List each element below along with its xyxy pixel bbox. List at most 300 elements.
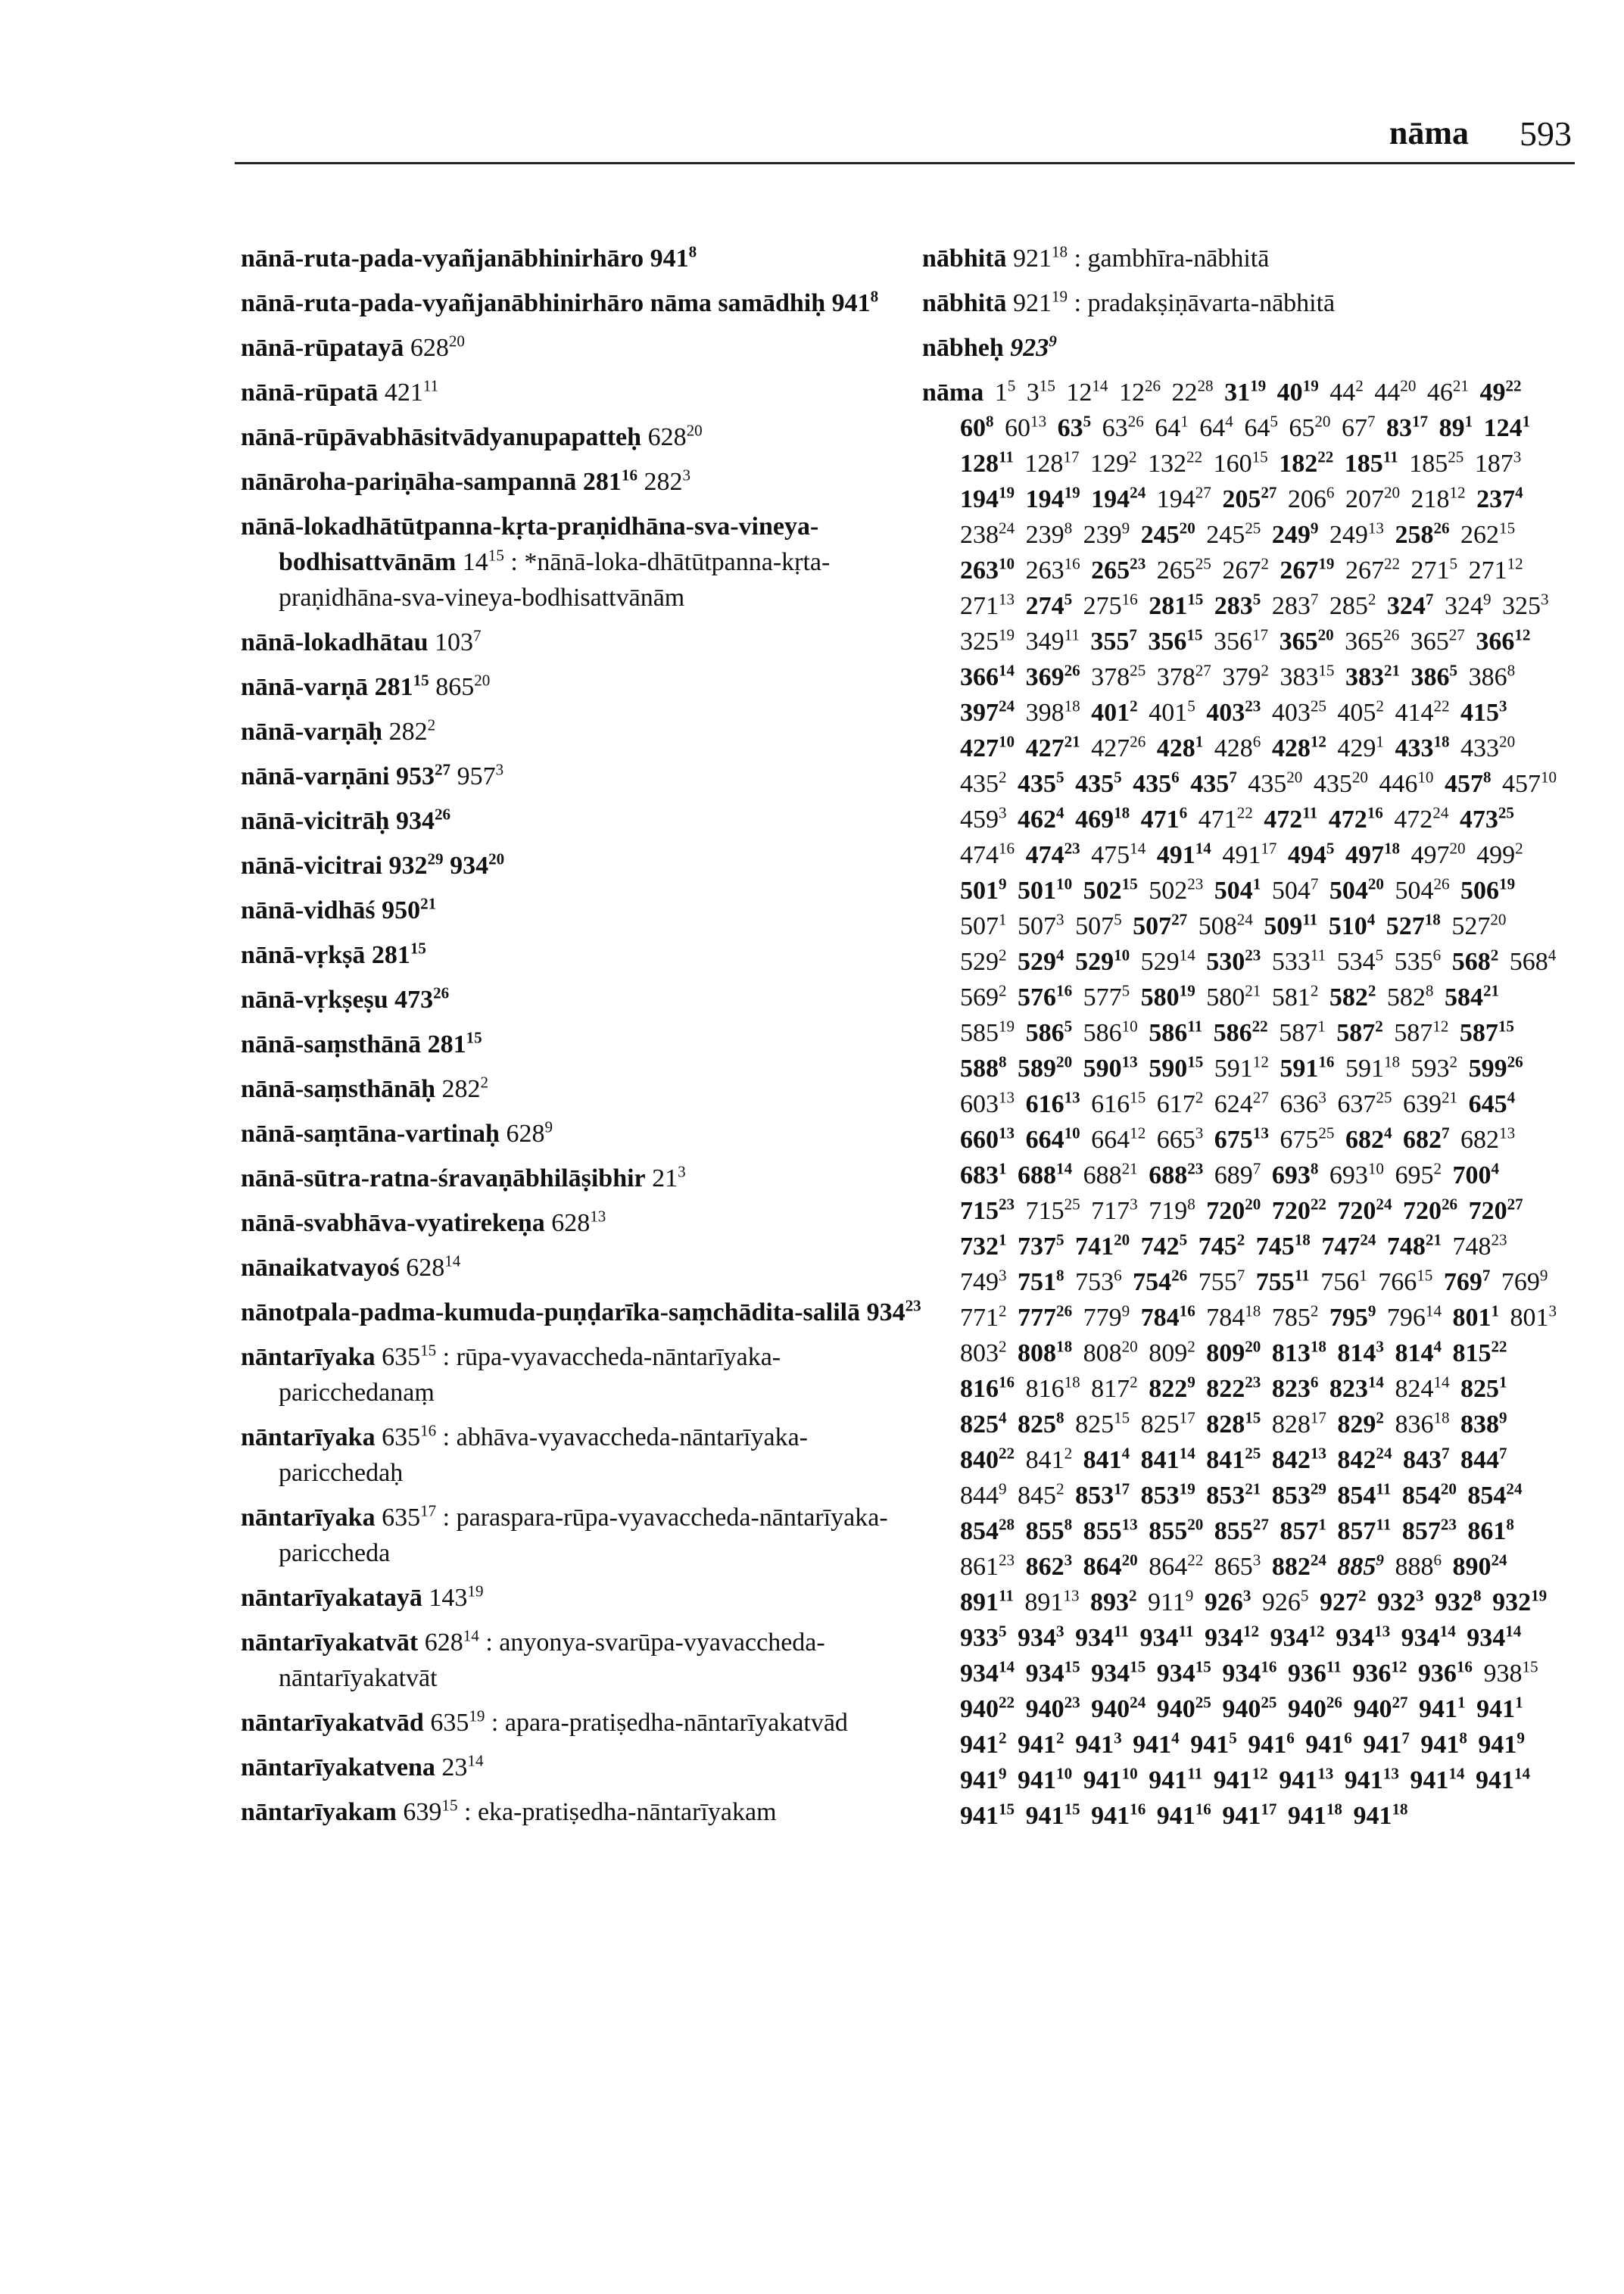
page-ref <box>1345 1052 1401 1083</box>
page-ref <box>1337 1410 1384 1438</box>
page-ref <box>1157 1802 1211 1830</box>
page-ref <box>1091 734 1146 762</box>
page-ref <box>1248 1728 1295 1759</box>
ref-line: 3 <box>1242 1586 1252 1605</box>
page-ref <box>1149 1375 1195 1403</box>
ref-line: 21 <box>1245 981 1261 1000</box>
ref-page: 934 <box>960 1660 999 1688</box>
ref-line: 24 <box>999 697 1015 715</box>
ref-line: 20 <box>448 332 465 351</box>
ref-line: 26 <box>1056 1301 1073 1320</box>
ref-page: 580 <box>1206 983 1245 1011</box>
ref-page: 527 <box>1451 912 1491 940</box>
ref-page: 497 <box>1345 841 1384 869</box>
ref-line: 12 <box>1252 1052 1269 1071</box>
ref-line: 23 <box>1245 697 1261 715</box>
index-entry <box>241 1705 922 1741</box>
page-ref <box>1395 734 1449 762</box>
ref-line: 13 <box>1121 1515 1138 1534</box>
ref-page: 427 <box>960 734 999 762</box>
ref-line: 20 <box>1121 1551 1138 1569</box>
page-ref <box>1401 1624 1456 1652</box>
ref-line: 25 <box>1245 519 1261 538</box>
page-ref <box>1133 1268 1187 1296</box>
page-ref <box>1329 983 1376 1011</box>
ref-line: 11 <box>422 376 439 395</box>
ref-page: 502 <box>1083 877 1122 905</box>
ref-line: 10 <box>1541 768 1557 787</box>
page-ref <box>1149 1197 1195 1225</box>
ref-line: 24 <box>1506 1479 1523 1498</box>
page-ref <box>1199 1268 1245 1296</box>
ref-line: 16 <box>1195 1800 1211 1819</box>
index-entry-nama <box>922 375 1558 1834</box>
page-ref <box>1420 1728 1467 1759</box>
page-ref <box>1337 1517 1391 1545</box>
ref-page: 379 <box>1222 663 1261 691</box>
ref-page: 89 <box>1439 414 1465 442</box>
ref-page: 271 <box>960 592 999 620</box>
ref-line: 1 <box>1522 412 1531 431</box>
ref-page: 940 <box>1222 1695 1261 1723</box>
page-ref <box>1272 1446 1326 1474</box>
ref-line: 13 <box>1317 1764 1334 1783</box>
ref-line: 9 <box>544 1117 553 1136</box>
ref-line: 22 <box>1317 447 1334 466</box>
ref-line: 29 <box>427 849 444 868</box>
page-ref <box>960 1161 1007 1189</box>
page-ref <box>1344 447 1398 478</box>
headword: nāntarīyakatvād <box>241 1709 424 1737</box>
ref-page: 803 <box>960 1339 999 1367</box>
headword: nānā-rūpatayā <box>241 334 404 362</box>
page-ref <box>960 983 1007 1011</box>
page-ref <box>1476 1766 1530 1794</box>
ref-page: 581 <box>1271 983 1311 1011</box>
ref-page: 715 <box>1025 1197 1064 1225</box>
ref-line: 20 <box>1121 1337 1138 1356</box>
page-ref <box>410 334 465 362</box>
ref-page: 717 <box>1091 1197 1130 1225</box>
ref-line: 3 <box>1318 1088 1326 1107</box>
ref-page: 446 <box>1379 770 1418 798</box>
ref-page: 366 <box>960 663 999 691</box>
ref-line: 19 <box>999 625 1015 644</box>
ref-line: 20 <box>1383 483 1401 502</box>
ref-page: 60 <box>1005 414 1031 442</box>
ref-page: 779 <box>1083 1304 1122 1332</box>
ref-line: 1 <box>1180 412 1189 431</box>
ref-page: 932 <box>388 852 428 880</box>
index-entry <box>241 1205 922 1241</box>
ref-line: 28 <box>999 1515 1015 1534</box>
ref-line: 15 <box>413 671 429 690</box>
ref-line: 6 <box>1433 1551 1442 1569</box>
headword: nābhitā <box>922 289 1007 317</box>
page-ref <box>960 1019 1015 1047</box>
ref-page: 940 <box>1353 1695 1392 1723</box>
ref-page: 398 <box>1025 699 1064 727</box>
ref-page: 809 <box>1149 1339 1188 1367</box>
headword: nānā-rūpāvabhāsitvādyanupapatteḥ <box>241 423 642 451</box>
ref-page: 281 <box>582 468 622 496</box>
page-ref <box>1272 1553 1326 1581</box>
page-ref <box>1083 592 1138 620</box>
page-ref <box>1018 1052 1073 1083</box>
page-ref <box>1157 663 1211 691</box>
ref-line: 17 <box>420 1501 437 1520</box>
page-ref <box>1214 1052 1269 1083</box>
headword: nāntarīyakatayā <box>241 1584 422 1612</box>
ref-page: 576 <box>1018 983 1057 1011</box>
ref-line: 2 <box>480 1073 489 1092</box>
ref-page: 499 <box>1476 841 1516 869</box>
ref-page: 941 <box>1025 1802 1064 1830</box>
ref-line: 14 <box>1433 1373 1450 1392</box>
page-ref <box>1469 663 1516 691</box>
page-ref <box>1091 556 1146 584</box>
ref-page: 941 <box>1420 1731 1460 1759</box>
page-ref <box>1483 1657 1538 1688</box>
ref-page: 784 <box>1140 1304 1180 1332</box>
ref-page: 934 <box>1336 1624 1375 1652</box>
page-ref <box>1289 414 1330 442</box>
ref-line: 20 <box>488 849 505 868</box>
page-ref <box>1026 1375 1080 1403</box>
ref-page: 751 <box>1018 1268 1057 1296</box>
ref-line: 16 <box>1064 554 1080 573</box>
ref-page: 471 <box>1198 806 1237 834</box>
ref-page: 415 <box>1460 699 1500 727</box>
ref-page: 282 <box>644 468 683 496</box>
page-ref <box>1026 1553 1073 1581</box>
index-entry <box>241 464 922 500</box>
page-ref <box>1133 1728 1180 1759</box>
ref-page: 475 <box>1091 841 1130 869</box>
ref-line: 14 <box>1513 1764 1531 1783</box>
page-ref <box>1417 1657 1473 1688</box>
ref-line: 23 <box>905 1296 921 1315</box>
ref-line: 3 <box>1114 1728 1122 1747</box>
ref-page: 693 <box>1329 1161 1368 1189</box>
page-ref <box>1460 734 1515 762</box>
page-ref <box>388 849 444 880</box>
ref-line: 9 <box>1187 1373 1195 1392</box>
page-ref <box>1140 1624 1194 1652</box>
page-ref <box>1026 1695 1080 1723</box>
page-ref <box>1075 948 1130 976</box>
ref-line: 4 <box>1507 1088 1516 1107</box>
page-ref <box>1272 1410 1326 1438</box>
index-entry <box>922 285 1558 321</box>
page-ref <box>1439 414 1473 442</box>
page-ref <box>1156 1657 1211 1688</box>
ref-page: 941 <box>1091 1802 1130 1830</box>
ref-page: 932 <box>1435 1588 1474 1616</box>
ref-page: 535 <box>1394 948 1433 976</box>
headword: nānotpala-padma-kumuda-puṇḍarīka-saṃchādita-salilā <box>241 1298 861 1326</box>
page-ref <box>1214 592 1261 620</box>
ref-line: 7 <box>1367 412 1376 431</box>
index-entry <box>241 1116 922 1152</box>
page-ref <box>960 556 1015 584</box>
page-ref <box>960 1230 1007 1261</box>
ref-line: 5 <box>1114 910 1122 929</box>
ref-line: 5 <box>1121 981 1130 1000</box>
ref-page: 128 <box>960 450 999 478</box>
headword: nānā-vidhāś <box>241 896 376 924</box>
ref-line: 15 <box>1245 1408 1261 1427</box>
ref-page: 501 <box>1018 877 1057 905</box>
ref-line: 9 <box>1121 519 1130 538</box>
headword: nānā-saṃsthānā <box>241 1030 422 1058</box>
ref-line: 2 <box>999 981 1007 1000</box>
page-ref <box>1453 1553 1507 1581</box>
page-ref <box>1075 1479 1130 1510</box>
ref-line: 5 <box>999 1622 1007 1641</box>
ref-page: 218 <box>1410 485 1450 513</box>
ref-line: 13 <box>1063 1586 1080 1605</box>
page-ref <box>1336 1624 1390 1652</box>
page-ref <box>382 1343 436 1371</box>
page-ref <box>960 1624 1007 1652</box>
ref-line: 27 <box>1507 1195 1523 1214</box>
ref-line: 19 <box>1531 1586 1548 1605</box>
page-ref <box>1026 699 1080 727</box>
ref-page: 682 <box>1402 1126 1442 1154</box>
ref-page: 501 <box>960 877 999 905</box>
page-ref <box>1224 376 1267 407</box>
ref-page: 129 <box>1090 450 1129 478</box>
index-entry <box>241 759 922 794</box>
ref-line: 13 <box>999 590 1015 609</box>
ref-line: 15 <box>1417 1266 1433 1285</box>
ref-page: 934 <box>1270 1624 1309 1652</box>
page-ref <box>394 983 450 1014</box>
page-ref <box>1272 699 1326 727</box>
ref-line: 22 <box>1236 803 1253 822</box>
ref-line: 24 <box>1376 1444 1392 1463</box>
page-ref <box>1478 1728 1525 1759</box>
headword: nābheḥ <box>922 334 1004 362</box>
ref-page: 809 <box>1206 1339 1245 1367</box>
ref-line: 15 <box>1252 447 1268 466</box>
ref-line: 1 <box>1376 732 1384 751</box>
ref-line: 7 <box>1129 625 1137 644</box>
ref-line: 18 <box>1310 1337 1326 1356</box>
page-ref <box>1026 485 1080 513</box>
page-ref <box>1075 1624 1129 1652</box>
ref-page: 60 <box>960 414 986 442</box>
page-ref <box>1411 663 1458 691</box>
ref-line: 26 <box>1433 874 1450 893</box>
ref-line: 15 <box>1187 1052 1204 1071</box>
ref-page: 934 <box>1156 1660 1195 1688</box>
ref-line: 27 <box>1261 483 1277 502</box>
ref-line: 22 <box>1186 447 1203 466</box>
page-ref <box>1288 841 1335 869</box>
ref-line: 14 <box>467 1751 484 1770</box>
page-ref <box>1337 699 1384 727</box>
ref-line: 27 <box>1171 910 1188 929</box>
ref-line: 7 <box>1310 874 1319 893</box>
headword: nānā-ruta-pada-vyañjanābhinirhāro <box>241 245 644 273</box>
ref-page: 403 <box>1206 699 1245 727</box>
page-ref <box>1320 1588 1367 1616</box>
ref-line: 26 <box>1064 661 1080 680</box>
ref-line: 22 <box>1505 376 1522 395</box>
ref-line: 5 <box>1187 697 1195 715</box>
page-ref <box>396 762 450 790</box>
ref-line: 3 <box>1541 590 1549 609</box>
page-ref <box>1083 1339 1138 1367</box>
page-ref <box>1329 376 1364 407</box>
cross-reference: gambhīra-nābhitā <box>1087 245 1270 273</box>
ref-line: 16 <box>621 466 637 485</box>
page-ref <box>1452 1230 1507 1261</box>
ref-page: 941 <box>1133 1731 1172 1759</box>
ref-line: 11 <box>1302 910 1318 929</box>
ref-page: 885 <box>1337 1553 1376 1581</box>
ref-page: 435 <box>1313 770 1352 798</box>
page-ref <box>1090 625 1137 656</box>
ref-page: 941 <box>1363 1731 1402 1759</box>
page-ref <box>1271 874 1319 905</box>
ref-page: 941 <box>1156 1802 1195 1830</box>
page-ref <box>1451 912 1506 940</box>
page-ref <box>1083 521 1130 549</box>
ref-page: 825 <box>960 1410 999 1438</box>
index-entry <box>241 509 922 616</box>
page-ref <box>1214 734 1261 762</box>
page-ref <box>1363 1728 1410 1759</box>
ref-line: 11 <box>999 447 1014 466</box>
ref-line: 13 <box>1374 1622 1391 1641</box>
page-ref <box>1148 447 1203 478</box>
ref-page: 628 <box>406 1254 445 1282</box>
ref-page: 282 <box>441 1075 481 1103</box>
page-ref <box>960 803 1007 834</box>
ref-line: 8 <box>1425 981 1434 1000</box>
ref-line: 5 <box>1375 946 1384 965</box>
page-ref <box>1171 376 1214 407</box>
ref-page: 825 <box>1075 1410 1114 1438</box>
page-ref <box>1272 1375 1319 1403</box>
ref-line: 7 <box>1441 1444 1450 1463</box>
ref-line: 2 <box>1130 697 1138 715</box>
ref-page: 635 <box>382 1423 421 1451</box>
ref-line: 13 <box>1252 1124 1269 1142</box>
page-ref <box>1345 1766 1399 1794</box>
page-ref <box>1403 1446 1450 1474</box>
page-ref <box>1353 1695 1407 1723</box>
page-ref <box>1024 447 1080 478</box>
page-ref <box>406 1251 461 1282</box>
page-ref <box>1510 948 1557 976</box>
ref-line: 3 <box>1513 447 1522 466</box>
ref-line: 25 <box>1261 1693 1277 1712</box>
ref-page: 507 <box>960 912 999 940</box>
ref-page: 753 <box>1075 1268 1114 1296</box>
page-ref <box>1377 1588 1424 1616</box>
page-ref <box>1386 414 1428 442</box>
ref-page: 940 <box>960 1695 999 1723</box>
ref-line: 12 <box>1432 1017 1449 1036</box>
page-ref <box>960 1410 1007 1438</box>
ref-page: 49 <box>1479 379 1506 407</box>
ref-page: 639 <box>1402 1090 1442 1118</box>
page-ref <box>1214 1019 1268 1047</box>
ref-line: 6 <box>1326 483 1335 502</box>
ref-line: 8 <box>986 412 994 431</box>
page-ref <box>1394 803 1449 834</box>
ref-line: 21 <box>1452 376 1469 395</box>
ref-line: 7 <box>1252 1159 1261 1178</box>
ref-line: 12 <box>1130 1124 1146 1142</box>
page-ref <box>1214 1090 1269 1118</box>
page-ref <box>1149 1339 1195 1367</box>
page-ref <box>1026 556 1080 584</box>
ref-line: 8 <box>1310 1159 1319 1178</box>
page-ref <box>1314 770 1368 798</box>
ref-line: 12 <box>1514 625 1531 644</box>
ref-line: 15 <box>1064 1800 1080 1819</box>
ref-line: 2 <box>1490 946 1499 965</box>
page-ref <box>1395 1339 1442 1367</box>
ref-page: 675 <box>1214 1126 1253 1154</box>
ref-line: 18 <box>1294 1230 1311 1249</box>
page-ref <box>1026 1126 1080 1154</box>
ref-line: 26 <box>1383 625 1400 644</box>
headword: nānā-svabhāva-vyatirekeṇa <box>241 1209 545 1237</box>
ref-page: 639 <box>403 1798 442 1826</box>
ref-page: 941 <box>831 289 871 317</box>
page-ref <box>463 548 504 576</box>
page-ref <box>1018 1230 1064 1261</box>
ref-line: 10 <box>1417 768 1434 787</box>
ref-page: 861 <box>960 1553 999 1581</box>
page-ref <box>960 1766 1007 1794</box>
page-ref <box>1149 699 1195 727</box>
ref-line: 18 <box>1326 1800 1342 1819</box>
ref-page: 267 <box>1345 556 1384 584</box>
page-ref <box>1411 841 1466 869</box>
ref-page: 194 <box>960 485 999 513</box>
ref-line: 7 <box>1499 1444 1507 1463</box>
ref-page: 842 <box>1271 1446 1311 1474</box>
ref-page: 825 <box>1140 1410 1180 1438</box>
page-ref <box>960 1090 1015 1118</box>
ref-line: 22 <box>999 1444 1015 1463</box>
ref-line: 23 <box>1440 1515 1457 1534</box>
page-ref <box>1149 1766 1202 1794</box>
page-ref <box>1445 770 1492 798</box>
ref-page: 934 <box>1091 1660 1130 1688</box>
page-ref <box>1403 1197 1457 1225</box>
cross-reference: anyonya-svarūpa-vyavaccheda-nāntarīyakatvāt <box>279 1629 825 1692</box>
ref-page: 365 <box>1410 628 1449 656</box>
ref-page: 635 <box>430 1709 469 1737</box>
page-ref <box>1091 841 1146 869</box>
ref-line: 2 <box>999 946 1007 965</box>
ref-line: 25 <box>1498 803 1514 822</box>
right-column <box>922 241 1558 1843</box>
page-ref <box>960 770 1007 798</box>
page-ref <box>1279 625 1334 656</box>
headword: nānā-saṃtāna-vartinaḥ <box>241 1120 500 1148</box>
page-ref <box>960 1375 1015 1403</box>
page-ref <box>960 874 1007 905</box>
